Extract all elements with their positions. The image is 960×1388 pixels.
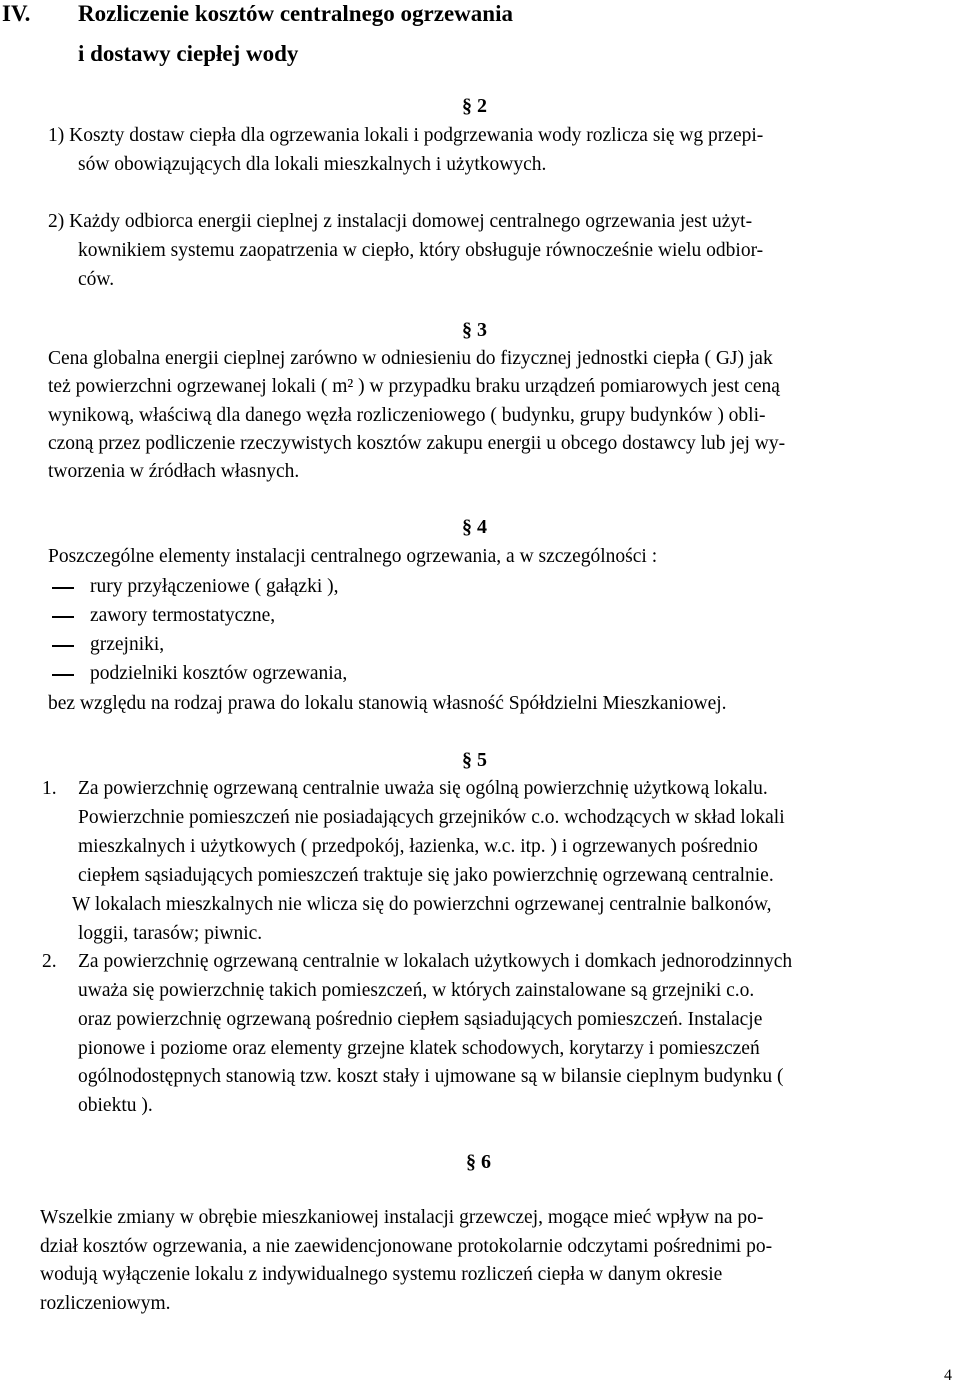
s5-item1-line: Powierzchnie pomieszczeń nie posiadających grzejników c.o. wchodzących w skład lokali [78,807,785,828]
s5-item2-line: Za powierzchnię ogrzewaną centralnie w lokalach użytkowych i domkach jednorodzinnych [78,951,793,972]
section-2-heading: § 2 [462,95,487,117]
s4-intro: Poszczególne elementy instalacji centralnego ogrzewania, a w szczególności : [48,546,658,567]
list-item: podzielniki kosztów ogrzewania, [90,663,348,684]
section-4-heading: § 4 [462,516,487,538]
s2-p2-line: ców. [78,269,115,290]
page-number: 4 [944,1367,952,1384]
chapter-number: IV. [2,1,31,26]
s2-p1-line: 1) Koszty dostaw ciepła dla ogrzewania lokali i podgrzewania wody rozlicza się wg przepi- [48,125,764,146]
s6-line: wodują wyłączenie lokalu z indywidualnego systemu rozliczeń ciepła w danym okresie [40,1264,723,1285]
s6-line: dział kosztów ogrzewania, a nie zaewidencjonowane protokolarnie odczytami pośrednimi po- [40,1236,773,1257]
s5-item1-line: mieszkalnych i użytkowych ( przedpokój, łazienka, w.c. itp. ) i ogrzewanych pośrednio [78,836,758,857]
list-dash-icon [52,616,74,618]
list-item: grzejniki, [90,634,165,655]
s4-outro: bez względu na rodzaj prawa do lokalu stanowią własność Spółdzielni Mieszkaniowej. [48,693,727,714]
list-dash-icon [52,645,74,647]
s3-line: też powierzchni ogrzewanej lokali ( m² ) w przypadku braku urządzeń pomiarowych jest ceną [48,376,780,397]
s6-line: rozliczeniowym. [40,1293,171,1314]
s3-line: Cena globalna energii cieplnej zarówno w odniesieniu do fizycznej jednostki ciepła ( GJ) jak [48,348,773,369]
s3-line: tworzenia w źródłach własnych. [48,461,300,482]
s5-item1-line: loggii, tarasów; piwnic. [78,923,263,944]
s2-p2-line: kownikiem systemu zaopatrzenia w ciepło, który obsługuje równocześnie wielu odbior- [78,240,764,261]
chapter-title-line1: Rozliczenie kosztów centralnego ogrzewania [78,1,513,26]
s5-item2-number: 2. [42,951,57,972]
list-item: rury przyłączeniowe ( gałązki ), [90,576,339,597]
s3-line: czoną przez podliczenie rzeczywistych kosztów zakupu energii u obcego dostawcy lub jej wy- [48,433,786,454]
s5-item2-line: pionowe i poziome oraz elementy grzejne klatek schodowych, korytarzy i pomieszczeń [78,1038,760,1059]
s5-item2-line: obiektu ). [78,1095,153,1116]
s5-item1-line: W lokalach mieszkalnych nie wlicza się do powierzchni ogrzewanej centralnie balkonów, [72,894,772,915]
s2-p1-line: sów obowiązujących dla lokali mieszkalnych i użytkowych. [78,154,547,175]
s5-item2-line: uważa się powierzchnię takich pomieszczeń, w których zainstalowane są grzejniki c.o. [78,980,755,1001]
s5-item2-line: oraz powierzchnię ogrzewaną pośrednio ciepłem sąsiadujących pomieszczeń. Instalacje [78,1009,763,1030]
s5-item2-line: ogólnodostępnych stanowią tzw. koszt stały i ujmowane są w bilansie cieplnym budynku ( [78,1066,784,1087]
list-dash-icon [52,674,74,676]
s5-item1-line: Za powierzchnię ogrzewaną centralnie uważa się ogólną powierzchnię użytkową lokalu. [78,778,768,799]
s3-line: wynikową, właściwą dla danego węzła rozliczeniowego ( budynku, grupy budynków ) obli- [48,405,766,426]
list-item: zawory termostatyczne, [90,605,276,626]
s6-line: Wszelkie zmiany w obrębie mieszkaniowej instalacji grzewczej, mogące mieć wpływ na po- [40,1207,764,1228]
s2-p2-line: 2) Każdy odbiorca energii cieplnej z instalacji domowej centralnego ogrzewania jest użyt- [48,211,753,232]
section-3-heading: § 3 [462,319,487,341]
chapter-title-line2: i dostawy ciepłej wody [78,41,299,66]
s5-item1-line: ciepłem sąsiadujących pomieszczeń traktuje się jako powierzchnię ogrzewaną centralnie. [78,865,774,886]
section-5-heading: § 5 [462,749,487,771]
section-6-heading: § 6 [466,1151,491,1173]
list-dash-icon [52,587,74,589]
s5-item1-number: 1. [42,778,57,799]
